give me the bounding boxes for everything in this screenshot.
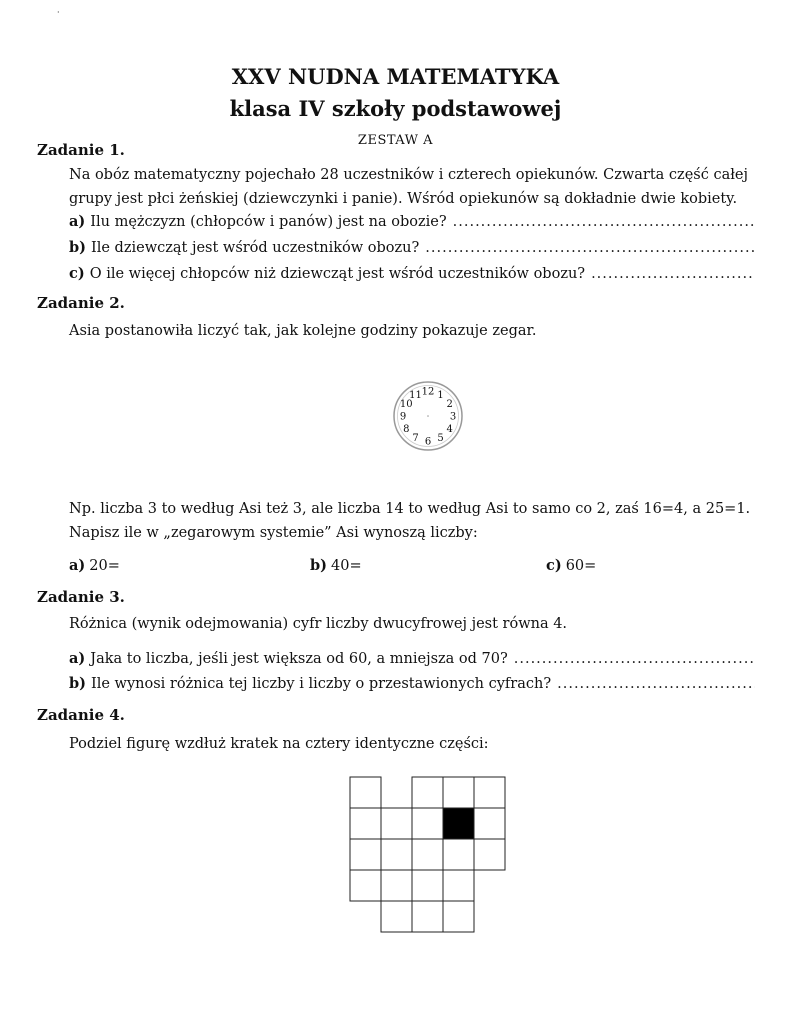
page-subtitle: klasa IV szkoły podstawowej [229, 96, 562, 121]
answer-line[interactable] [591, 266, 755, 282]
task1-question-c [69, 265, 755, 282]
task1-text: Na obóz matematyczny pojechało 28 uczestników i czterech opiekunów. Czwarta część całej grupy jest płci żeńskiej (dziewczynki i panie). Wśród opiekunów są dokładnie dwie kobiety. [69, 167, 748, 207]
grid-cell[interactable] [381, 901, 412, 932]
grid-cell[interactable] [474, 777, 505, 808]
grid-cell[interactable] [443, 777, 474, 808]
answer-label: a) [69, 557, 86, 574]
clock-number: 11 [409, 389, 422, 401]
question-text: Ile dziewcząt jest wśród uczestników obozu? [91, 240, 420, 256]
answer-label: c) [546, 557, 562, 574]
task2-text: Asia postanowiła liczyć tak, jak kolejne godziny pokazuje zegar. [69, 323, 537, 339]
answer-line[interactable] [425, 240, 755, 256]
clock-number: 12 [421, 386, 435, 398]
answer-line[interactable] [514, 651, 755, 667]
clock-number: 3 [449, 411, 457, 423]
clock-number: 1 [437, 389, 444, 401]
task3-heading: Zadanie 3. [37, 588, 125, 606]
task2-answer-b [310, 557, 362, 574]
clock-number: 5 [437, 433, 444, 445]
question-label: b) [69, 239, 86, 256]
clock-number: 6 [424, 436, 432, 448]
grid-cell[interactable] [412, 870, 443, 901]
grid-cell[interactable] [474, 839, 505, 870]
question-text: Ile wynosi różnica tej liczby i liczby o przestawionych cyfrach? [91, 676, 552, 692]
task1-question-b [69, 239, 755, 256]
grid-cell[interactable] [412, 901, 443, 932]
question-text: Jaka to liczba, jeśli jest większa od 60, a mniejsza od 70? [90, 651, 508, 667]
grid-cell[interactable] [381, 808, 412, 839]
grid-cell[interactable] [443, 839, 474, 870]
grid-figure [349, 776, 509, 936]
grid-cell[interactable] [350, 777, 381, 808]
grid-cell[interactable] [474, 808, 505, 839]
stray-dot: · [57, 8, 60, 17]
task2-answer-a [69, 557, 120, 574]
task4-text: Podziel figurę wzdłuż kratek na cztery identyczne części: [69, 736, 489, 752]
question-label: b) [69, 675, 86, 692]
answer-text: 20= [89, 558, 120, 574]
grid-cell[interactable] [443, 870, 474, 901]
grid-cell[interactable] [350, 870, 381, 901]
answer-text: 40= [331, 558, 362, 574]
question-text: O ile więcej chłopców niż dziewcząt jest wśród uczestników obozu? [89, 266, 586, 282]
clock-face-icon [389, 380, 467, 452]
clock-number: 7 [412, 433, 419, 445]
page-title: XXV NUDNA MATEMATYKA [231, 64, 560, 89]
clock-number: 9 [399, 411, 407, 423]
grid-cell-filled[interactable] [443, 808, 474, 839]
task3-question-a [69, 650, 755, 667]
task3-text: Różnica (wynik odejmowania) cyfr liczby dwucyfrowej jest równa 4. [69, 616, 568, 632]
task2-text2: Np. liczba 3 to według Asi też 3, ale liczba 14 to według Asi to samo co 2, zaś 16=4, a 25=1. Napisz ile w „zegarowym systemie” Asi wynoszą liczby: [69, 501, 751, 541]
task2-answer-c [546, 557, 596, 574]
question-label: a) [69, 213, 86, 230]
task2-heading: Zadanie 2. [37, 294, 125, 312]
answer-label: b) [310, 557, 327, 574]
grid-cell[interactable] [350, 839, 381, 870]
answer-line[interactable] [453, 214, 755, 230]
answer-text: 60= [565, 558, 597, 574]
grid-cell[interactable] [443, 901, 474, 932]
set-label: ZESTAW A [357, 133, 434, 148]
clock-number: 2 [446, 399, 453, 410]
task1-heading: Zadanie 1. [37, 141, 125, 159]
grid-cell[interactable] [381, 870, 412, 901]
question-label: c) [69, 265, 85, 282]
question-text: Ilu mężczyzn (chłopców i panów) jest na obozie? [90, 214, 447, 230]
task3-question-b [69, 675, 755, 692]
task4-heading: Zadanie 4. [37, 706, 125, 724]
task1-question-a [69, 213, 755, 230]
clock-number: 4 [446, 424, 453, 435]
clock-number: 8 [403, 424, 410, 435]
grid-cell[interactable] [412, 839, 443, 870]
grid-cell[interactable] [350, 808, 381, 839]
grid-cell[interactable] [412, 808, 443, 839]
answer-line[interactable] [557, 676, 755, 692]
grid-cell[interactable] [412, 777, 443, 808]
grid-cell[interactable] [381, 839, 412, 870]
clock-number: 10 [399, 399, 413, 410]
question-label: a) [69, 650, 86, 667]
